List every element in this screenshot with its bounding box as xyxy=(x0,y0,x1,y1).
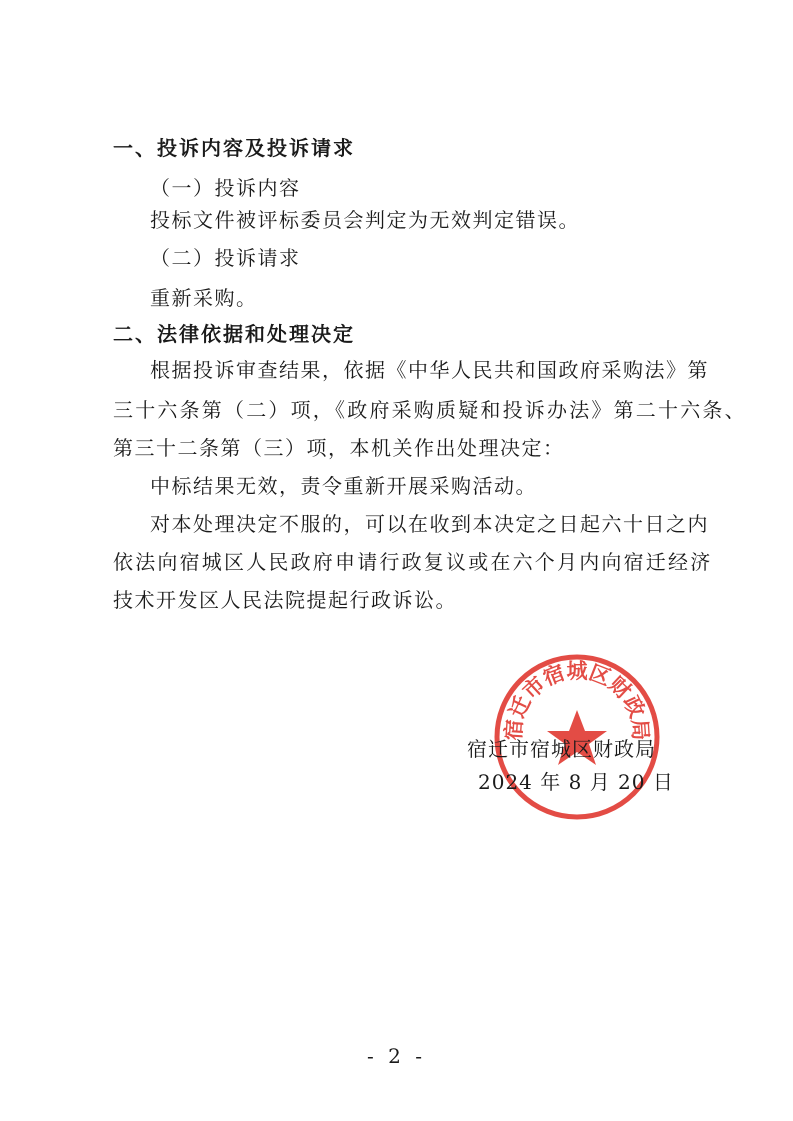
paragraph-appeal-line-1: 对本处理决定不服的，可以在收到本决定之日起六十日之内 xyxy=(150,512,709,536)
complaint-content-text: 投标文件被评标委员会判定为无效判定错误。 xyxy=(150,208,580,232)
signature-date: 2024 年 8 月 20 日 xyxy=(478,770,674,794)
signature-organization: 宿迁市宿城区财政局 xyxy=(467,737,656,761)
paragraph-appeal-line-2: 依法向宿城区人民政府申请行政复议或在六个月内向宿迁经济 xyxy=(113,550,713,574)
complaint-request-text: 重新采购。 xyxy=(150,286,258,310)
seal-text: 宿迁市宿城区财政局 xyxy=(501,658,653,742)
decision-text: 中标结果无效，责令重新开展采购活动。 xyxy=(150,474,537,498)
page-number: - 2 - xyxy=(367,1044,426,1068)
section-heading-1: 一、投诉内容及投诉请求 xyxy=(113,136,355,160)
paragraph-legal-basis-line-3: 第三十二条第（三）项，本机关作出处理决定： xyxy=(113,436,565,460)
section-heading-2: 二、法律依据和处理决定 xyxy=(113,322,355,346)
paragraph-legal-basis-line-2: 三十六条第（二）项，《政府采购质疑和投诉办法》第二十六条、 xyxy=(113,398,747,422)
subsection-title-complaint-content: （一）投诉内容 xyxy=(150,176,301,200)
paragraph-legal-basis-line-1: 根据投诉审查结果，依据《中华人民共和国政府采购法》第 xyxy=(150,358,709,382)
paragraph-appeal-line-3: 技术开发区人民法院提起行政诉讼。 xyxy=(113,588,457,612)
subsection-title-complaint-request: （二）投诉请求 xyxy=(150,246,301,270)
